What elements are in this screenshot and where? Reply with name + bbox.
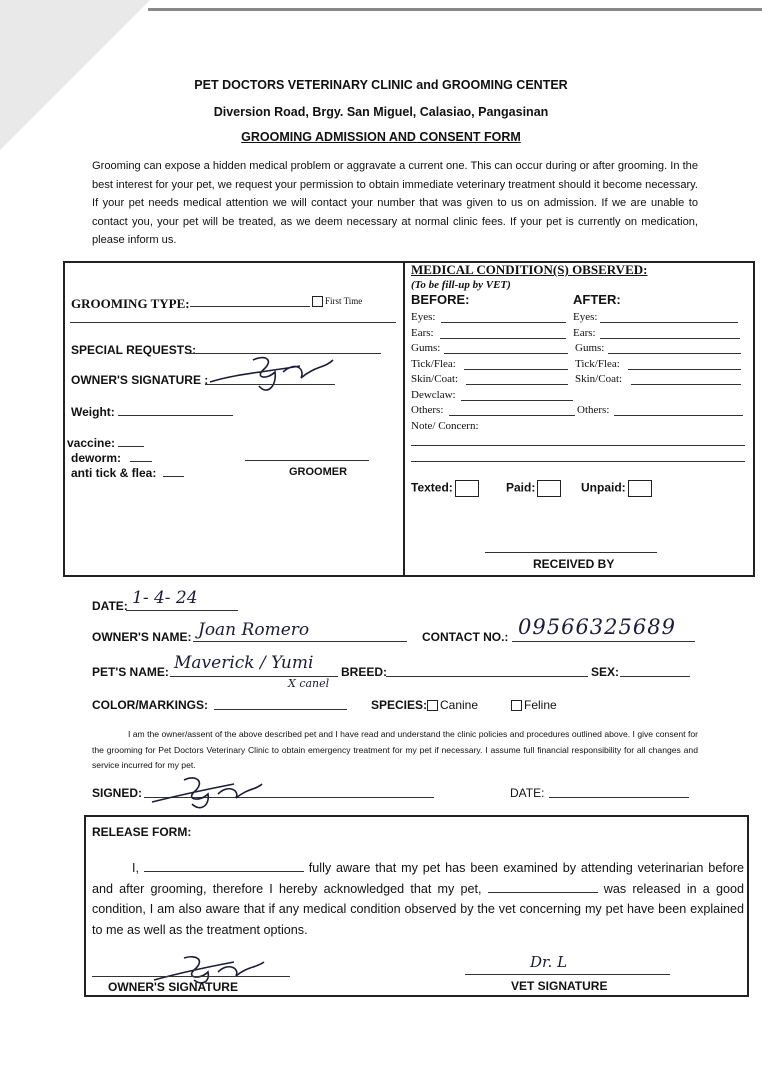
release-title: RELEASE FORM: <box>92 825 192 839</box>
before-tickflea-field[interactable] <box>464 369 568 370</box>
before-skincoat-field[interactable] <box>466 384 568 385</box>
before-gums-label: Gums: <box>411 342 441 354</box>
pet-name-label: PET'S NAME: <box>92 665 169 679</box>
clinic-name: PET DOCTORS VETERINARY CLINIC and GROOMING CENTER <box>194 78 568 92</box>
before-dewclaw-field[interactable] <box>461 400 573 401</box>
color-markings-field[interactable] <box>214 709 347 710</box>
pet-name-value: Maverick / Yumi <box>174 653 314 673</box>
after-ears-label: Ears: <box>573 327 596 339</box>
note-line-1[interactable] <box>411 445 745 446</box>
breed-label: BREED: <box>341 665 388 679</box>
page-fold <box>0 0 150 150</box>
vaccine-field[interactable] <box>118 446 144 447</box>
first-time-option[interactable]: First Time <box>312 296 362 307</box>
before-dewclaw-label: Dewclaw: <box>411 389 456 401</box>
paid-checkbox[interactable] <box>537 480 561 497</box>
groomer-label: GROOMER <box>289 466 348 478</box>
release-owner-signature-label: OWNER'S SIGNATURE <box>108 980 238 994</box>
vet-signature-label: VET SIGNATURE <box>511 979 608 993</box>
weight-field[interactable] <box>118 415 233 416</box>
received-by-label: RECEIVED BY <box>533 557 615 571</box>
vaccine-label: vaccine: <box>67 436 116 450</box>
anti-tick-field[interactable] <box>163 476 184 477</box>
color-markings-label: COLOR/MARKINGS: <box>92 698 208 712</box>
owner-name-label: OWNER'S NAME: <box>92 630 192 644</box>
paid-option[interactable]: Paid: <box>506 480 561 497</box>
texted-option[interactable]: Texted: <box>411 480 479 497</box>
owner-name-field[interactable] <box>193 641 407 642</box>
sex-field[interactable] <box>620 676 690 677</box>
unpaid-checkbox[interactable] <box>628 480 652 497</box>
after-skincoat-field[interactable] <box>631 384 741 385</box>
species-feline-option[interactable]: Feline <box>511 698 557 712</box>
before-label: BEFORE: <box>411 292 470 307</box>
after-ears-field[interactable] <box>600 338 740 339</box>
grooming-type-label: GROOMING TYPE: <box>71 296 190 311</box>
owner-name-value: Joan Romero <box>198 620 310 640</box>
consent-signature-scribble <box>148 772 268 812</box>
after-eyes-label: Eyes: <box>573 311 598 323</box>
species-label: SPECIES: <box>371 698 428 712</box>
before-ears-label: Ears: <box>411 327 434 339</box>
date-label: DATE: <box>92 599 128 613</box>
before-gums-field[interactable] <box>444 353 568 354</box>
before-others-field[interactable] <box>449 415 575 416</box>
after-skincoat-label: Skin/Coat: <box>575 373 623 385</box>
consent-text: I am the owner/assent of the above described pet and I have read and understand the clinic policies and procedures outlined above. I give consent for the grooming for Pet Doctors Veterinary Clinic to obtain emergency treatment for my pet if necessary. I assume full financial responsibility for all changes and service incurred for my pet. <box>92 729 698 770</box>
anti-tick-label: anti tick & flea: <box>71 466 157 480</box>
after-gums-label: Gums: <box>575 342 605 354</box>
special-requests-label: SPECIAL REQUESTS: <box>71 343 197 357</box>
canine-checkbox[interactable] <box>427 700 438 711</box>
intro-text: Grooming can expose a hidden medical problem or aggravate a current one. This can occur during or after grooming. In the best interest for your pet, we request your permission to obtain immediate veterinary treatment should it become necessary. If your pet needs medical attention we will contact your number that was given to us on admission. If we are unable to contact you, your pet will be treated, as we deem necessary at normal clinic fees. If your pet is currently on medication, please inform us. <box>92 160 698 247</box>
after-others-field[interactable] <box>614 415 743 416</box>
before-ears-field[interactable] <box>440 338 566 339</box>
before-tickflea-label: Tick/Flea: <box>411 358 456 370</box>
feline-checkbox[interactable] <box>511 700 522 711</box>
first-time-checkbox[interactable] <box>312 296 323 307</box>
signed-label: SIGNED: <box>92 786 143 800</box>
before-skincoat-label: Skin/Coat: <box>411 373 459 385</box>
release-owner-name-field[interactable] <box>144 859 304 872</box>
note-line-2[interactable] <box>411 461 745 462</box>
date2-field[interactable] <box>549 797 689 798</box>
vet-signature-value: Dr. L <box>530 953 568 971</box>
groomer-signature-line[interactable] <box>245 460 369 461</box>
after-label: AFTER: <box>573 292 621 307</box>
release-owner-signature-line[interactable] <box>92 976 290 977</box>
deworm-label: deworm: <box>71 451 122 465</box>
release-pet-name-field[interactable] <box>488 880 598 893</box>
sex-label: SEX: <box>591 665 620 679</box>
clinic-address: Diversion Road, Brgy. San Miguel, Calasiao, Pangasinan <box>213 105 549 119</box>
after-eyes-field[interactable] <box>600 322 738 323</box>
after-tickflea-label: Tick/Flea: <box>575 358 620 370</box>
owner-signature-label: OWNER'S SIGNATURE : <box>71 373 209 387</box>
date-value: 1- 4- 24 <box>132 588 198 608</box>
page-edge <box>148 8 762 11</box>
deworm-field[interactable] <box>130 461 152 462</box>
before-eyes-label: Eyes: <box>411 311 436 323</box>
received-by-line[interactable] <box>485 552 657 553</box>
before-others-label: Others: <box>411 404 444 416</box>
contact-value: 09566325689 <box>518 615 676 639</box>
owner-signature-field[interactable] <box>205 384 335 385</box>
weight-label: Weight: <box>71 405 115 419</box>
breed-field[interactable] <box>386 676 588 677</box>
after-gums-field[interactable] <box>608 353 741 354</box>
after-tickflea-field[interactable] <box>628 369 741 370</box>
before-eyes-field[interactable] <box>441 322 566 323</box>
date-field[interactable] <box>126 610 238 611</box>
form-title: GROOMING ADMISSION AND CONSENT FORM <box>241 130 521 144</box>
medical-subtitle: (To be fill-up by VET) <box>411 279 511 291</box>
date2-label: DATE: <box>510 786 545 800</box>
unpaid-option[interactable]: Unpaid: <box>581 480 652 497</box>
contact-label: CONTACT NO.: <box>422 630 509 644</box>
grooming-type-extra-line[interactable] <box>70 322 396 323</box>
pet-name-note: X canel <box>288 677 330 690</box>
note-concern-label: Note/ Concern: <box>411 420 479 432</box>
texted-checkbox[interactable] <box>455 480 479 497</box>
contact-field[interactable] <box>512 641 695 642</box>
owner-signature-scribble <box>205 352 340 397</box>
vet-signature-line[interactable] <box>465 974 670 975</box>
box-divider <box>403 263 405 575</box>
species-canine-option[interactable]: Canine <box>427 698 478 712</box>
medical-title: MEDICAL CONDITION(S) OBSERVED: <box>411 262 648 277</box>
release-text: I, fully aware that my pet has been examined by attending veterinarian before and after grooming, therefore I hereby acknowledged that my pet, was released in a good condition, I am also aware that if any medical condition observed by the vet concerning my pet have been explained to me as well as the treatment options. <box>92 861 745 937</box>
grooming-type-field[interactable] <box>190 306 310 307</box>
after-others-label: Others: <box>577 404 610 416</box>
